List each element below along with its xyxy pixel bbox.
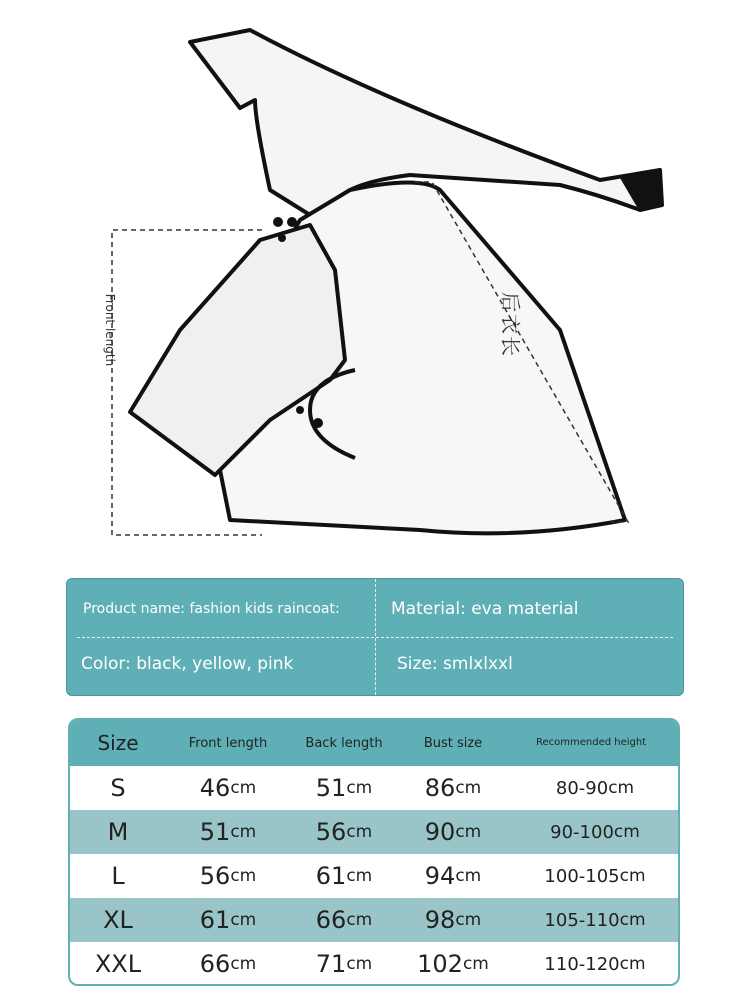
bust-size-value: 86 — [424, 774, 456, 802]
unit-label: cm — [619, 954, 646, 974]
unit-label: cm — [613, 822, 640, 842]
table-row — [70, 942, 678, 986]
height-value: 110-120 — [544, 953, 620, 975]
back-length-value: 51 — [315, 774, 347, 802]
unit-label: cm — [230, 866, 257, 886]
table-row — [70, 766, 678, 810]
back-length-value: 71 — [315, 950, 347, 978]
unit-label: cm — [346, 822, 373, 842]
height-value: 80-90 — [555, 777, 609, 799]
bust-size-value: 102 — [417, 950, 463, 978]
bust-size-value: 94 — [424, 862, 456, 890]
front-length-value: 51 — [199, 818, 231, 846]
unit-label: cm — [230, 954, 257, 974]
product-name-text: Product name: fashion kids raincoat: — [83, 601, 340, 617]
unit-label: cm — [346, 954, 373, 974]
header-bust-size: Bust size — [423, 735, 483, 751]
back-length-value: 66 — [315, 906, 347, 934]
height-value: 100-105 — [544, 865, 620, 887]
front-length-value: 46 — [199, 774, 231, 802]
unit-label: cm — [608, 778, 635, 798]
info-vertical-divider — [375, 579, 376, 695]
size-cell: XL — [103, 906, 133, 934]
size-text: Size: smlxlxxl — [397, 654, 513, 674]
unit-label: cm — [455, 778, 482, 798]
front-length-label: Front length — [103, 293, 117, 367]
unit-label: cm — [230, 822, 257, 842]
unit-label: cm — [619, 910, 646, 930]
back-length-value: 56 — [315, 818, 347, 846]
unit-label: cm — [455, 822, 482, 842]
unit-label: cm — [230, 778, 257, 798]
table-row — [70, 898, 678, 942]
size-cell: XXL — [94, 950, 142, 978]
header-recommended-height: Recommended height — [536, 737, 647, 748]
size-chart-table — [68, 718, 680, 986]
height-value: 90-100 — [550, 821, 614, 843]
size-cell: L — [111, 862, 125, 890]
back-length-label: 后衣长 — [498, 292, 523, 358]
height-value: 105-110 — [544, 909, 620, 931]
product-info-box — [66, 578, 684, 696]
unit-label: cm — [230, 910, 257, 930]
front-length-value: 66 — [199, 950, 231, 978]
bust-size-value: 98 — [424, 906, 456, 934]
unit-label: cm — [462, 954, 489, 974]
raincoat-illustration — [130, 30, 663, 533]
unit-label: cm — [346, 910, 373, 930]
front-length-value: 61 — [199, 906, 231, 934]
back-length-value: 61 — [315, 862, 347, 890]
unit-label: cm — [619, 866, 646, 886]
unit-label: cm — [455, 910, 482, 930]
size-cell: M — [107, 818, 129, 846]
front-length-value: 56 — [199, 862, 231, 890]
size-cell: S — [110, 774, 126, 802]
unit-label: cm — [455, 866, 482, 886]
color-text: Color: black, yellow, pink — [81, 654, 294, 674]
table-header-row — [70, 720, 678, 766]
header-size: Size — [97, 731, 139, 755]
table-row — [70, 854, 678, 898]
header-back-length: Back length — [305, 735, 383, 751]
unit-label: cm — [346, 866, 373, 886]
bust-size-value: 90 — [424, 818, 456, 846]
header-front-length: Front length — [188, 735, 268, 751]
material-text: Material: eva material — [391, 599, 579, 619]
table-row — [70, 810, 678, 854]
unit-label: cm — [346, 778, 373, 798]
